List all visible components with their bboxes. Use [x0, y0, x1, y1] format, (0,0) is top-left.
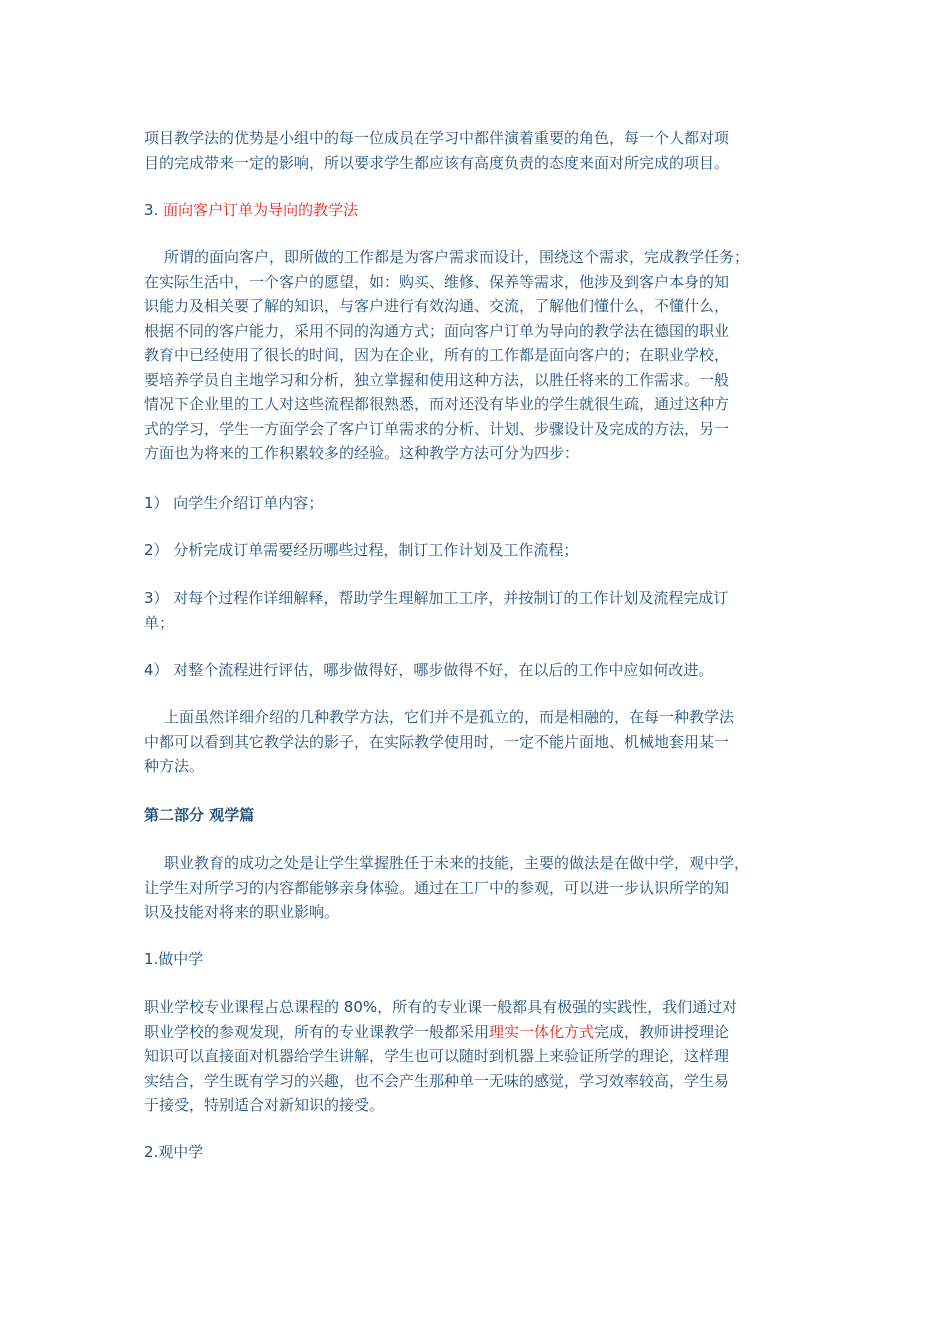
heading-title: 面向客户订单为导向的教学法 — [163, 201, 359, 219]
text-line: 让学生对所学习的内容都能够亲身体验。通过在工厂中的参观，可以进一步认识所学的知 — [144, 878, 730, 897]
text-line: 种方法。 — [144, 757, 205, 775]
subheading-learning-by-doing — [144, 947, 806, 972]
heading-number: 3. — [144, 201, 164, 219]
text-line: 3） 对每个过程作详细解释，帮助学生理解加工工序，并按制订的工作计划及流程完成订 — [144, 589, 729, 607]
text-line: 于接受，特别适合对新知识的接受。 — [144, 1096, 385, 1114]
part-two-heading — [144, 803, 806, 828]
heading-text: 1.做中学 — [144, 950, 204, 968]
paragraph-project-method-advantage — [144, 126, 806, 175]
section-heading-3 — [144, 198, 806, 223]
text-line: 要培养学员自主地学习和分析，独立掌握和使用这种方法，以胜任将来的工作需求。一般 — [144, 370, 730, 389]
text-line: 识及技能对将来的职业影响。 — [144, 903, 340, 921]
text-line: 式的学习，学生一方面学会了客户订单需求的分析、计划、步骤设计及完成的方法，另一 — [144, 419, 730, 438]
text-line: 职业学校专业课程占总课程的 80%，所有的专业课一般都具有极强的实践性，我们通过对 — [144, 998, 738, 1016]
text-line: 知识可以直接面对机器给学生讲解，学生也可以随时到机器上来验证所学的理论，这样理 — [144, 1047, 730, 1065]
paragraph-methods-summary — [144, 705, 806, 779]
text-line: 目的完成带来一定的影响，所以要求学生都应该有高度负责的态度来面对所完成的项目。 — [144, 153, 730, 172]
text-line: 1） 向学生介绍订单内容； — [144, 494, 324, 512]
text-line: 单； — [144, 613, 175, 632]
paragraph-vocational-success — [144, 851, 806, 925]
list-item-step-4 — [144, 658, 806, 683]
text-line: 根据不同的客户能力，采用不同的沟通方式；面向客户订单为导向的教学法在德国的职业 — [144, 321, 730, 340]
text-line: 情况下企业里的工人对这些流程都很熟悉，而对还没有毕业的学生就很生疏，通过这种方 — [144, 395, 730, 413]
text-line: 教育中已经使用了很长的时间，因为在企业，所有的工作都是面向客户的；在职业学校， — [144, 346, 730, 364]
text-line: 项目教学法的优势是小组中的每一位成员在学习中都伴演着重要的角色，每一个人都对项 — [144, 129, 730, 147]
text-line: 识能力及相关要了解的知识，与客户进行有效沟通、交流，了解他们懂什么，不懂什么， — [144, 297, 730, 315]
text-line: 职业教育的成功之处是让学生掌握胜任于未来的技能，主要的做法是在做中学，观中学， — [164, 854, 750, 872]
list-item-step-2 — [144, 538, 806, 563]
text-line: 实结合，学生既有学习的兴趣，也不会产生那种单一无味的感觉，学习效率较高，学生易 — [144, 1071, 730, 1090]
text-line: 4） 对整个流程进行评估，哪步做得好，哪步做得不好，在以后的工作中应如何改进。 — [144, 661, 714, 679]
text-line: 中都可以看到其它教学法的影子，在实际教学使用时，一定不能片面地、机械地套用某一 — [144, 732, 730, 751]
text-line: 在实际生活中，一个客户的愿望，如：购买、维修、保养等需求，他涉及到客户本身的知 — [144, 272, 730, 291]
list-item-step-1 — [144, 491, 806, 516]
text-line: 2） 分析完成订单需要经历哪些过程，制订工作计划及工作流程； — [144, 541, 579, 559]
paragraph-customer-order-method — [144, 245, 806, 466]
paragraph-learning-by-doing — [144, 995, 806, 1118]
text-segment: 完成，教师讲授理论 — [594, 1022, 730, 1041]
text-line: 方面也为将来的工作积累较多的经验。这种教学方法可分为四步： — [144, 444, 580, 462]
heading-text: 第二部分 观学篇 — [144, 806, 255, 824]
text-line: 上面虽然详细介绍的几种教学方法，它们并不是孤立的，而是相融的，在每一种教学法 — [164, 708, 735, 726]
highlight-text: 理实一体化方式 — [489, 1022, 595, 1041]
list-item-step-3 — [144, 586, 806, 635]
text-line: 所谓的面向客户，即所做的工作都是为客户需求而设计，围绕这个需求，完成教学任务； — [164, 248, 750, 266]
subheading-learning-by-observing — [144, 1140, 806, 1165]
text-segment: 职业学校的参观发现，所有的专业课教学一般都采用 — [144, 1022, 490, 1041]
heading-text: 2.观中学 — [144, 1143, 204, 1161]
